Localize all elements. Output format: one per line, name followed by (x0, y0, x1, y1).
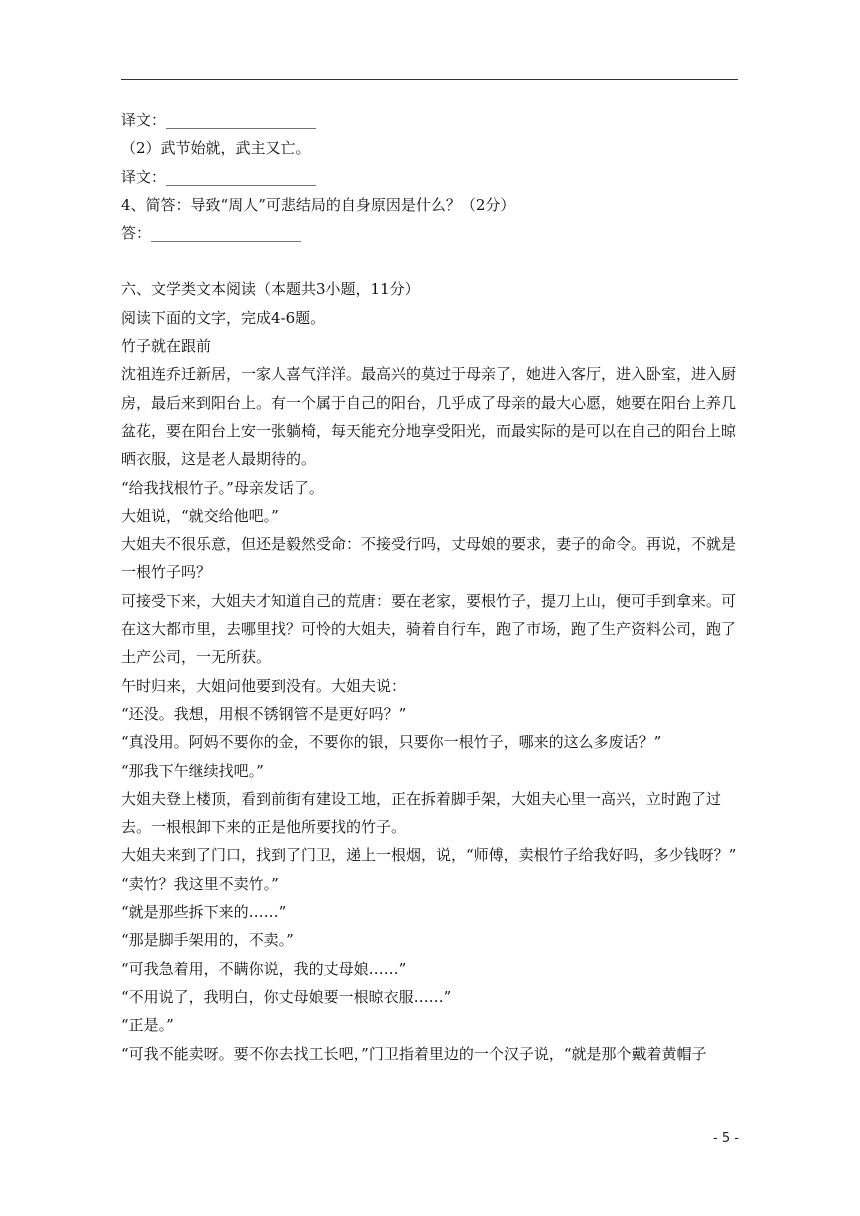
paragraph: 大姐夫不很乐意，但还是毅然受命：不接受行吗，丈母娘的要求，妻子的命令。再说，不就是一根竹子吗？ (121, 535, 737, 582)
text-line: 译文：____________________ (121, 111, 317, 129)
paragraph: “那我下午继续找吧。” (121, 761, 264, 780)
paragraph: “可我不能卖呀。要不你去找工长吧，”门卫指着里边的一个汉子说，“就是那个戴着黄帽子 (121, 1044, 707, 1063)
header-rule (121, 79, 738, 80)
paragraph: “可我急着用，不瞒你说，我的丈母娘……” (121, 959, 407, 978)
section-heading: 六、文学类文本阅读（本题共3小题，11分） (121, 280, 420, 299)
paragraph: “那是脚手架用的，不卖。” (121, 931, 294, 950)
paragraph: “给我找根竹子。”母亲发话了。 (121, 478, 324, 497)
paragraph: “还没。我想，用根不锈钢管不是更好吗？” (121, 704, 407, 723)
paragraph: “不用说了，我明白，你丈母娘要一根晾衣服……” (121, 987, 452, 1006)
paragraph: “真没用。阿妈不要你的金，不要你的银，只要你一根竹子，哪来的这么多废话？” (121, 733, 662, 752)
text-line: 译文：____________________ (121, 167, 317, 186)
paragraph: 午时归来，大姐问他要到没有。大姐夫说： (121, 676, 407, 695)
page-body (121, 106, 741, 1068)
paragraph: 可接受下来，大姐夫才知道自己的荒唐：要在老家，要根竹子，提刀上山，便可手到拿来。可在这大都市里，去哪里找？可怜的大姐夫，骑着自行车，跑了市场，跑了生产资料公司，跑了土产公司，一无所获。 (121, 591, 737, 667)
text-line: 4、简答：导致“周人”可悲结局的自身原因是什么？（2分） (121, 195, 516, 214)
paragraph: “正是。” (121, 1016, 174, 1035)
story-title: 竹子就在跟前 (121, 337, 212, 356)
text-line: （2）武节始就，武主又亡。 (121, 139, 311, 158)
paragraph: 沈祖连乔迁新居，一家人喜气洋洋。最高兴的莫过于母亲了，她进入客厅，进入卧室，进入厨房，最后来到阳台上。有一个属于自己的阳台，几乎成了母亲的最大心愿，她要在阳台上养几盆花，要在阳台上安一张躺椅，每天能充分地享受阳光，而最实际的是可以在自己的阳台上晾晒衣服，这是老人最期待的。 (121, 365, 737, 469)
instruction: 阅读下面的文字，完成4-6题。 (121, 308, 326, 327)
text-line: 答：____________________ (121, 224, 302, 243)
paragraph: 大姐夫来到了门口，找到了门卫，递上一根烟，说，“师傅，卖根竹子给我好吗，多少钱呀？” (121, 846, 737, 865)
paragraph: “就是那些拆下来的……” (121, 903, 287, 922)
paragraph: 大姐说，“就交给他吧。” (121, 506, 279, 525)
paragraph: 大姐夫登上楼顶，看到前街有建设工地，正在拆着脚手架，大姐夫心里一高兴，立时跑了过去。一根根卸下来的正是他所要找的竹子。 (121, 789, 722, 837)
section-gap (121, 247, 741, 275)
paragraph: “卖竹？我这里不卖竹。” (121, 874, 279, 893)
page-number: - 5 - (713, 1131, 739, 1146)
